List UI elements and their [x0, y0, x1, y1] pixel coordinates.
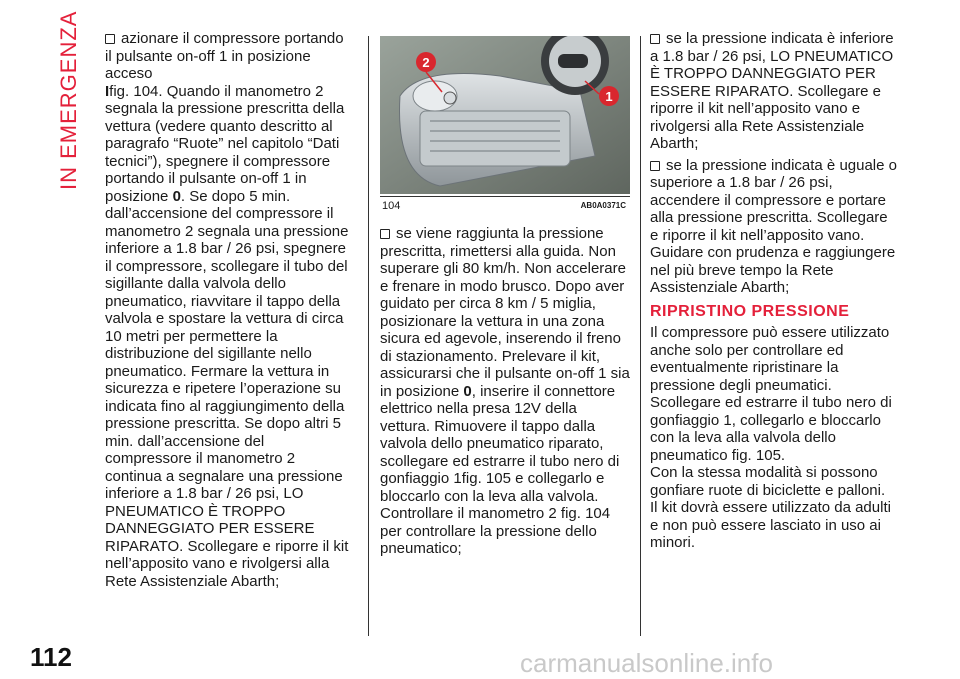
paragraph-text: se la pressione indicata è uguale o superiore a 1.8 bar / 26 psi, accendere il compressore e portare alla pressione prescritta. Scollegare e riporre il kit nell’apposito vano. Guidare con prudenza e raggiungere nel più breve tempo la Rete Assistenziale Abarth; [650, 156, 897, 296]
paragraph-text: se viene raggiunta la pressione prescritta, rimettersi alla guida. Non superare gli 80 km/h. Non accelerare e frenare in modo brusco. Dopo aver guidato per circa 8 km / 5 miglia, posizionare la vettura in una zona sicura ed agevole, inserendo il freno di stazionamento. Prelevare il kit, assicurarsi che il pulsante on-off 1 sia in posizione [380, 225, 630, 400]
bullet-paragraph [650, 30, 900, 153]
figure-104 [380, 36, 630, 210]
paragraph: Il compressore può essere utilizzato anche solo per controllare ed eventualmente ripristinare la pressione degli pneumatici. [650, 324, 890, 394]
callout-1-label: 1 [605, 89, 613, 104]
bold-symbol: 0 [172, 187, 181, 205]
column-divider [368, 36, 369, 636]
checkbox-bullet-icon [650, 161, 660, 171]
figure-code: AB0A0371C [580, 201, 626, 210]
page-number: 112 [30, 642, 72, 672]
paragraph-text: azionare il compressore portando il pulsante on-off 1 in posizione acceso [105, 30, 344, 82]
paragraph: Con la stessa modalità si possono gonfiare ruote di biciclette e palloni. [650, 464, 886, 499]
figure-caption [380, 196, 630, 211]
bullet-paragraph [380, 225, 630, 558]
paragraph: Il kit dovrà essere utilizzato da adulti e non può essere lasciato in uso ai minori. [650, 499, 891, 551]
paragraph: Scollegare ed estrarre il tubo nero di gonfiaggio 1, collegarlo e bloccarlo con la leva alla valvola dello pneumatico fig. 105. [650, 394, 892, 464]
paragraph-text: fig. 104. Quando il manometro 2 segnala la pressione prescritta della vettura (vedere quanto descritto al paragrafo “Ruote” nel capitolo “Dati tecnici”), spegnere il compressore portando il pulsante on-off 1 in posizione [105, 82, 345, 205]
checkbox-bullet-icon [650, 34, 660, 44]
callout-2-label: 2 [422, 55, 430, 70]
column-left [105, 30, 350, 590]
paragraph-text: . Se dopo 5 min. dall’accensione del compressore il manometro 2 segnala una pressione inferiore a 1.8 bar / 26 psi, spegnere il compressore, scollegare il tubo del sigillante dalla valvola dello pneumatico, riavvitare il tappo della valvola e spostare la vettura di circa 10 metri per permettere la distribuzione del sigillante nello pneumatico. Fermare la vettura in sicurezza e ripetere l’operazione su indicata fino al raggiungimento della pressione prescritta. Se dopo altri 5 min. dall’accensione del compressore il manometro 2 continua a segnalare una pressione inferiore a 1.8 bar / 26 psi, LO PNEUMATICO È TROPPO DANNEGGIATO PER ESSERE RIPARATO. Scollegare e riporre il kit nell’apposito vano e rivolgersi alla Rete Assistenziale Abarth; [105, 187, 349, 590]
column-divider [640, 36, 641, 636]
paragraph-text: , inserire il connettore elettrico nella presa 12V della vettura. Rimuovere il tappo dalla valvola dello pneumatico riparato, scollegare ed estrarre il tubo nero di gonfiaggio 1fig. 105 e collegarlo e bloccarlo con la leva alla valvola. Controllare il manometro 2 fig. 104 per controllare la pressione dello pneumatico; [380, 382, 620, 557]
section-heading: RIPRISTINO PRESSIONE [650, 302, 850, 320]
bold-symbol: 0 [463, 382, 472, 400]
compressor-photo [380, 36, 630, 194]
section-title-text: IN EMERGENZA [56, 10, 81, 190]
bullet-paragraph [650, 157, 900, 297]
checkbox-bullet-icon [105, 34, 115, 44]
bullet-paragraph [105, 30, 350, 590]
figure-number: 104 [382, 200, 401, 212]
compressor-illustration [380, 36, 630, 194]
watermark: carmanualsonline.info [520, 648, 773, 678]
column-right [650, 30, 900, 552]
checkbox-bullet-icon [380, 229, 390, 239]
section-side-title [56, 10, 81, 190]
bold-symbol: I [105, 82, 110, 100]
column-middle-text [380, 225, 630, 558]
paragraph-text: se la pressione indicata è inferiore a 1.8 bar / 26 psi, LO PNEUMATICO È TROPPO DANNEGGIATO PER ESSERE RIPARATO. Scollegare e riporre il kit nell’apposito vano e rivolgersi alla Rete Assistenziale Abarth; [650, 30, 894, 152]
